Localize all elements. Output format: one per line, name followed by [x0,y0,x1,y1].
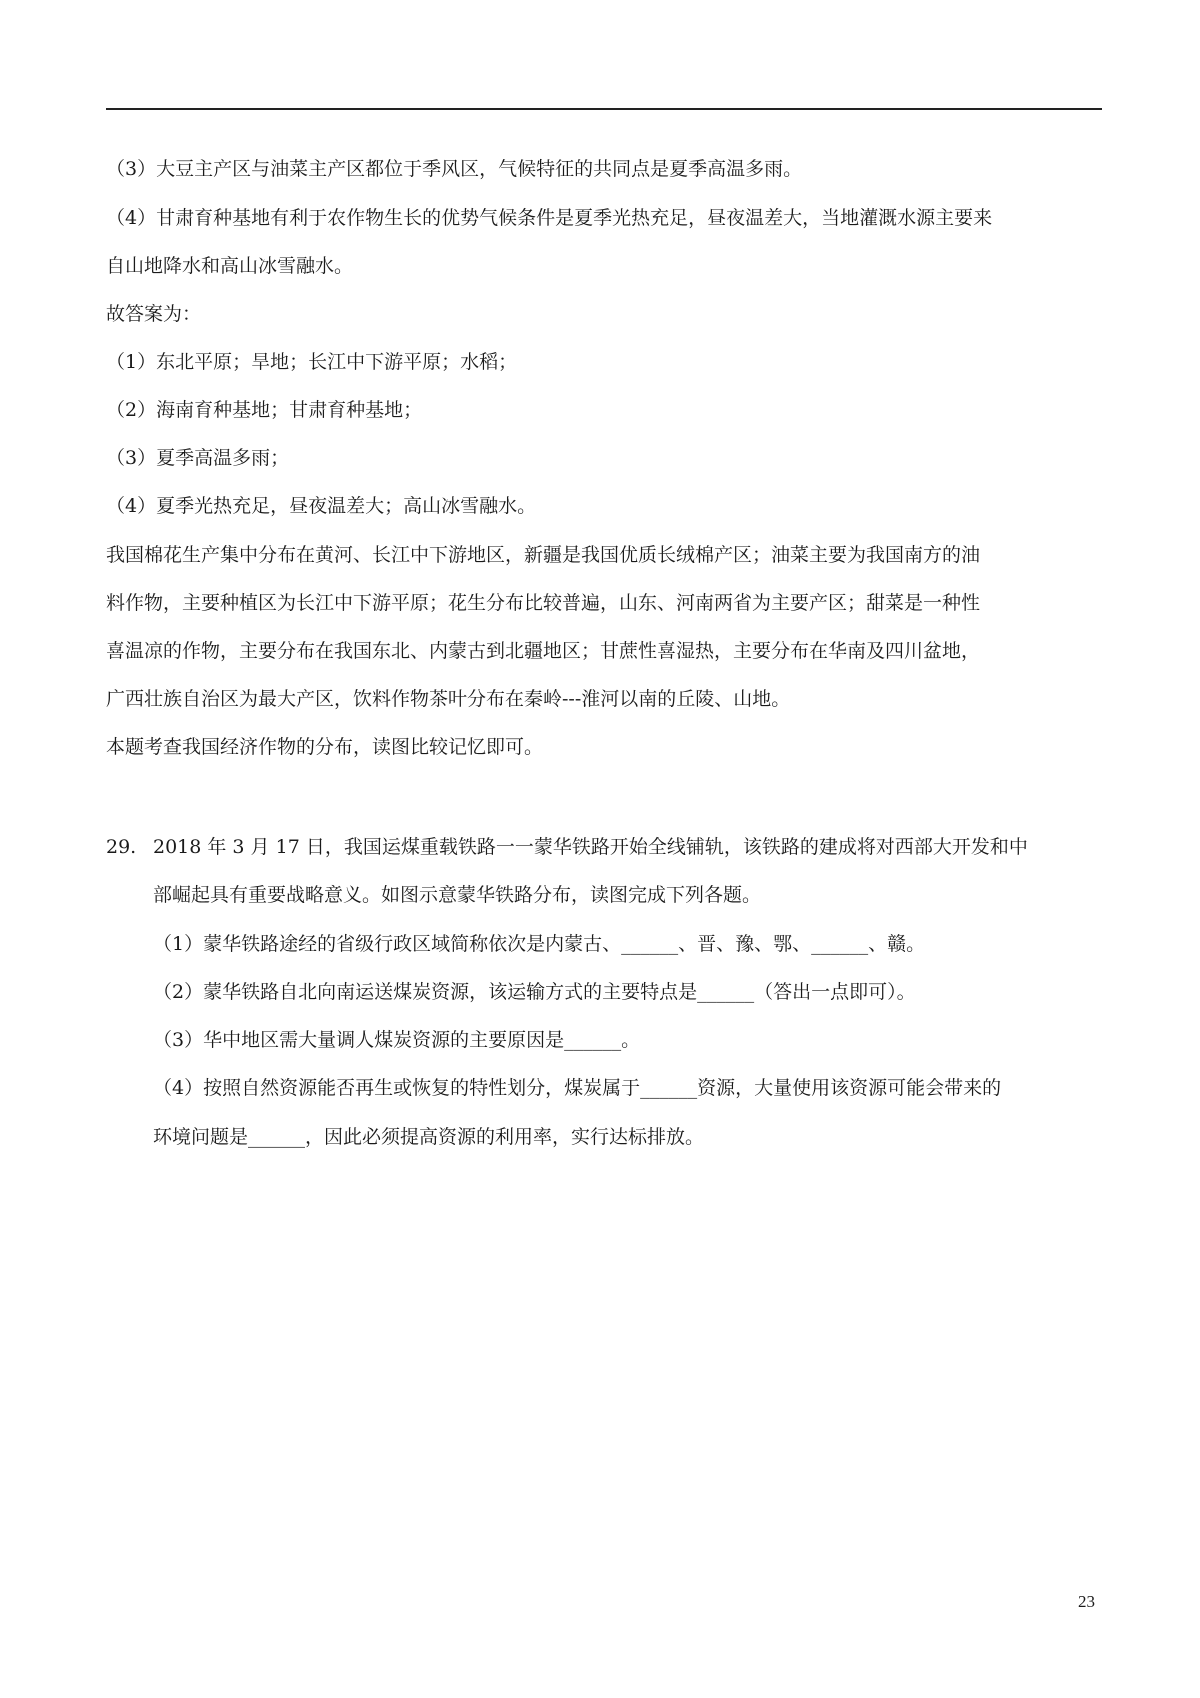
sub-question-4: （4）按照自然资源能否再生或恢复的特性划分，煤炭属于______资源，大量使用该资源可能会带来的 [153,1077,1002,1099]
question-number: 29. [106,836,137,858]
answer-line: 喜温凉的作物，主要分布在我国东北、内蒙古到北疆地区；甘蔗性喜湿热，主要分布在华南及四川盆地， [106,640,981,662]
answer-line: 本题考查我国经济作物的分布，读图比较记忆即可。 [106,736,544,758]
sub-question-4-continued: 环境问题是______，因此必须提高资源的利用率，实行达标排放。 [153,1126,705,1148]
page-number: 23 [1078,1592,1095,1611]
answer-line: （2）海南育种基地；甘肃育种基地； [106,399,423,421]
answer-line: 广西壮族自治区为最大产区，饮料作物茶叶分布在秦岭---淮河以南的丘陵、山地。 [106,688,791,710]
answer-line: （4）甘肃育种基地有利于农作物生长的优势气候条件是夏季光热充足，昼夜温差大，当地灌溉水源主要来 [106,207,993,229]
answer-line: （4）夏季光热充足，昼夜温差大；高山冰雪融水。 [106,495,537,517]
sub-question-1: （1）蒙华铁路途经的省级行政区域简称依次是内蒙古、______、晋、豫、鄂、______、赣。 [153,933,926,955]
sub-question-3: （3）华中地区需大量调人煤炭资源的主要原因是______。 [153,1029,641,1051]
answer-line: 故答案为： [106,303,202,325]
answer-line: （1）东北平原；旱地；长江中下游平原；水稻； [106,351,518,373]
header-rule [106,108,1102,110]
question-stem-line: 部崛起具有重要战略意义。如图示意蒙华铁路分布，读图完成下列各题。 [153,884,762,906]
answer-line: （3）夏季高温多雨； [106,447,290,469]
answer-line: 自山地降水和高山冰雪融水。 [106,255,354,277]
answer-line: （3）大豆主产区与油菜主产区都位于季风区，气候特征的共同点是夏季高温多雨。 [106,158,803,180]
sub-question-2: （2）蒙华铁路自北向南运送煤炭资源，该运输方式的主要特点是______（答出一点即可）。 [153,981,916,1003]
question-stem-line: 2018 年 3 月 17 日，我国运煤重载铁路一一蒙华铁路开始全线铺轨，该铁路的建成将对西部大开发和中 [153,836,1028,858]
answer-line: 我国棉花生产集中分布在黄河、长江中下游地区，新疆是我国优质长绒棉产区；油菜主要为我国南方的油 [106,544,981,566]
answer-line: 料作物，主要种植区为长江中下游平原；花生分布比较普遍，山东、河南两省为主要产区；甜菜是一种性 [106,592,981,614]
